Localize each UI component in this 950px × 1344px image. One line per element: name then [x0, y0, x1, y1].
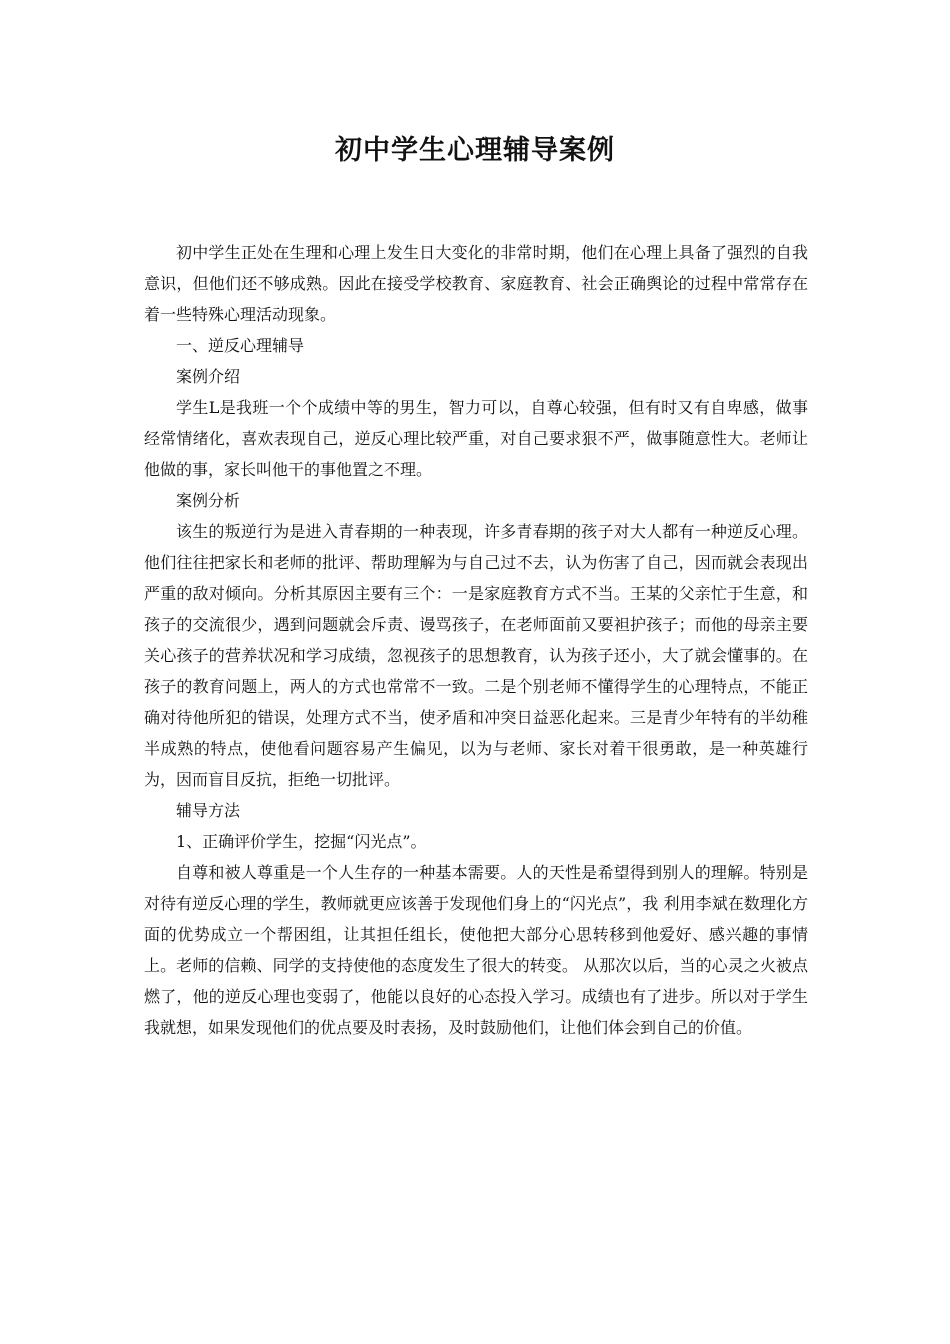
subsection-heading: 案例介绍 — [176, 367, 241, 386]
subsection-heading: 辅导方法 — [176, 801, 241, 820]
document-title: 初中学生心理辅导案例 — [335, 135, 615, 166]
section-heading: 一、逆反心理辅导 — [176, 336, 305, 355]
document-body — [144, 237, 808, 1043]
case-analysis-paragraph: 该生的叛逆行为是进入青春期的一种表现，许多青春期的孩子对大人都有一种逆反心理。他们往往把家长和老师的批评、帮助理解为与自己过不去，认为伤害了自己，因而就会表现出严重的敌对倾向。分析其原因主要有三个：一是家庭教育方式不当。王某的父亲忙于生意，和孩子的交流很少，遇到问题就会斥责、谩骂孩子，在老师面前又要袒护孩子；而他的母亲主要关心孩子的营养状况和学习成绩，忽视孩子的思想教育，认为孩子还小，大了就会懂事的。在孩子的教育问题上，两人的方式也常常不一致。二是个别老师不懂得学生的心理特点，不能正确对待他所犯的错误，处理方式不当，使矛盾和冲突日益恶化起来。三是青少年特有的半幼稚半成熟的特点，使他看问题容易产生偏见，以为与老师、家长对着干很勇敢，是一种英雄行为，因而盲目反抗，拒绝一切批评。 — [144, 522, 808, 789]
method-heading: 1、正确评价学生，挖掘“闪光点”。 — [176, 832, 427, 851]
subsection-heading: 案例分析 — [176, 491, 241, 510]
case-intro-paragraph: 学生L是我班一个个成绩中等的男生，智力可以，自尊心较强，但有时又有自卑感，做事经常情绪化，喜欢表现自己，逆反心理比较严重，对自己要求狠不严，做事随意性大。老师让他做的事，家长叫他干的事他置之不理。 — [144, 398, 808, 479]
intro-paragraph: 初中学生正处在生理和心理上发生日大变化的非常时期，他们在心理上具备了强烈的自我意识，但他们还不够成熟。因此在接受学校教育、家庭教育、社会正确舆论的过程中常常存在着一些特殊心理活动现象。 — [144, 243, 808, 324]
method-paragraph: 自尊和被人尊重是一个人生存的一种基本需要。人的天性是希望得到别人的理解。特别是对待有逆反心理的学生，教师就更应该善于发现他们身上的“闪光点”，我 利用李斌在数理化方面的优势成立一个帮困组，让其担任组长，使他把大部分心思转移到他爱好、感兴趣的事情上。老师的信赖、同学的支持使他的态度发生了很大的转变。 从那次以后，当的心灵之火被点燃了，他的逆反心理也变弱了，他能以良好的心态投入学习。成绩也有了进步。所以对于学生我就想，如果发现他们的优点要及时表扬，及时鼓励他们，让他们体会到自己的价值。 — [144, 863, 808, 1037]
